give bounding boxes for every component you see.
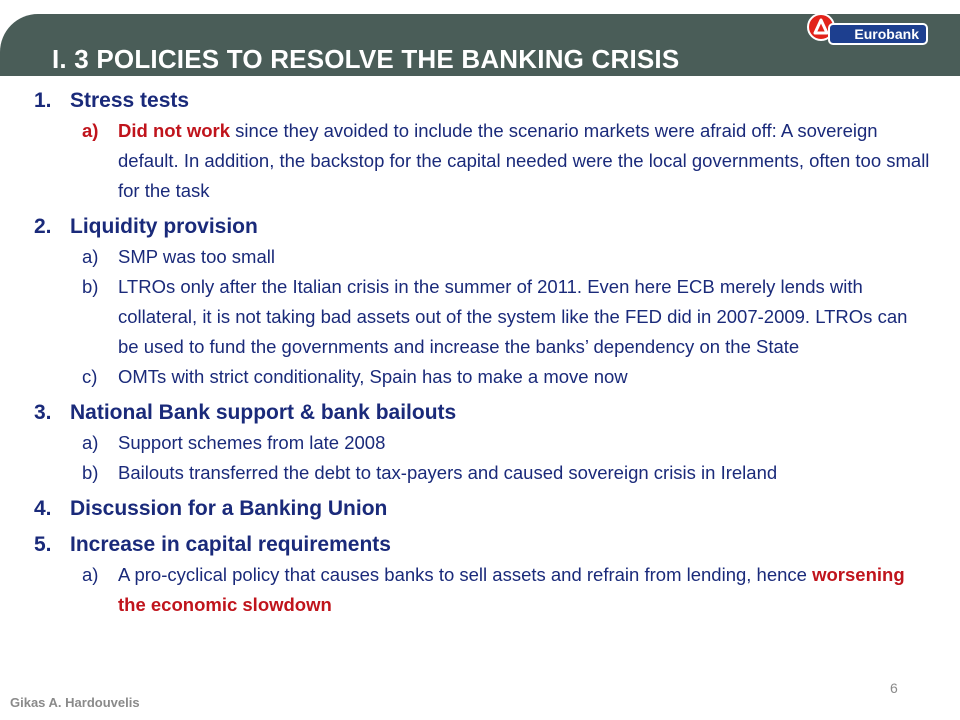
sub-item-number: a) [82,246,99,267]
sub-item-text: since they avoided to include the scenario markets were afraid off: A sovereign default. In addition, the backstop for the capital needed were the local governments, often too small for the task [118,120,930,201]
sub-item-3b [82,458,930,488]
sub-item-1a [82,116,930,206]
slide-header [0,0,960,78]
list-item-1 [34,86,960,116]
list-item-4 [34,494,960,524]
item-heading: National Bank support & bank bailouts [70,401,457,424]
item-number: 5. [34,533,52,556]
sub-item-number: c) [82,366,98,387]
sub-item-text: LTROs only after the Italian crisis in the summer of 2011. Even here ECB merely lends with collateral, it is not taking bad assets out of the system like the FED did in 2007-2009. LTROs can be used to fund the governments and increase the banks’ dependency on the State [118,276,908,357]
sub-item-number: b) [82,276,99,297]
sub-item-number: b) [82,462,99,483]
highlight-text: Did not work [118,120,231,141]
sub-item-2b [82,272,930,362]
item-heading: Liquidity provision [70,215,258,238]
sub-item-number: a) [82,564,99,585]
item-heading: Stress tests [70,89,190,112]
highlight-text: worsening the economic slowdown [118,564,905,615]
sub-item-text: A pro-cyclical policy that causes banks to sell assets and refrain from lending, hence [118,564,813,585]
item-number: 4. [34,497,52,520]
sub-item-5a [82,560,930,620]
page-number: 6 [890,680,898,696]
sub-item-2c [82,362,930,392]
sub-item-text: Support schemes from late 2008 [118,432,386,453]
list-item-3 [34,398,960,428]
slide-title: I. 3 POLICIES TO RESOLVE THE BANKING CRISIS [52,44,680,74]
bullet-list [0,86,960,620]
list-item-2 [34,212,960,242]
item-heading: Increase in capital requirements [70,533,391,556]
eurobank-logo-text: Eurobank [828,23,928,45]
sub-item-3a [82,428,930,458]
list-item-5 [34,530,960,560]
sub-item-text: OMTs with strict conditionality, Spain has to make a move now [118,366,628,387]
sub-item-number: a) [82,120,99,141]
item-number: 2. [34,215,52,238]
sub-item-text: Bailouts transferred the debt to tax-payers and caused sovereign crisis in Ireland [118,462,778,483]
item-number: 1. [34,89,52,112]
item-heading: Discussion for a Banking Union [70,497,388,520]
sub-item-text: SMP was too small [118,246,275,267]
eurobank-logo [806,12,926,46]
sub-item-2a [82,242,930,272]
sub-item-number: a) [82,432,99,453]
item-number: 3. [34,401,52,424]
author-name: Gikas A. Hardouvelis [10,695,140,710]
